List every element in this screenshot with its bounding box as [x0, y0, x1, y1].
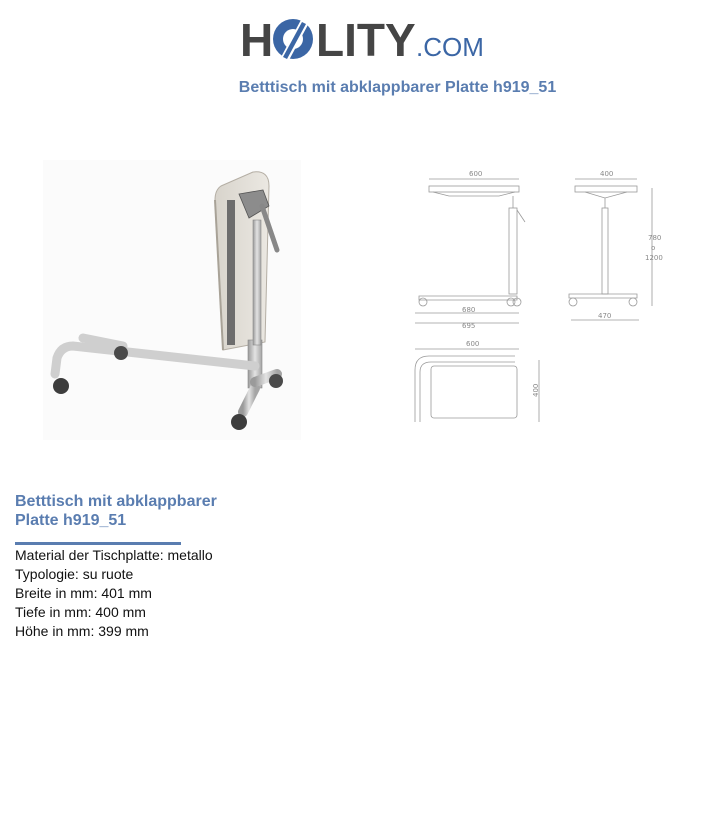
spec-material: Material der Tischplatte: metallo	[15, 547, 213, 563]
dim-plan-depth: 400	[532, 383, 540, 397]
title-underline	[15, 542, 181, 545]
spec-depth: Tiefe in mm: 400 mm	[15, 604, 146, 620]
logo-letters-lity: LITY	[316, 14, 416, 64]
dim-side-base: 470	[598, 312, 612, 320]
dim-height-min: 780	[648, 234, 662, 242]
product-name-line1: Betttisch mit abklappbarer	[15, 493, 217, 510]
logo-dotcom: .COM	[416, 32, 484, 62]
dim-base-outer: 695	[462, 322, 476, 330]
spec-width: Breite in mm: 401 mm	[15, 585, 152, 601]
dim-height-max: 1200	[645, 254, 663, 262]
spec-type: Typologie: su ruote	[15, 566, 134, 582]
holity-logo[interactable]	[240, 12, 485, 64]
dim-base-inner: 680	[462, 306, 476, 314]
dim-front-width: 600	[469, 170, 483, 178]
spec-height: Höhe in mm: 399 mm	[15, 623, 149, 639]
product-image	[43, 160, 301, 440]
logo-o-emblem	[273, 18, 313, 62]
product-name-line2: Platte h919_51	[15, 512, 127, 529]
product-name	[15, 492, 255, 530]
technical-drawing	[405, 160, 670, 435]
page-title: Betttisch mit abklappbarer Platte h919_51	[238, 79, 557, 96]
spec-list	[15, 546, 213, 641]
dim-plan-width: 600	[466, 340, 480, 348]
logo-letter-h: H	[240, 14, 274, 64]
dim-height-sep: o	[651, 244, 656, 252]
dim-side-depth: 400	[600, 170, 614, 178]
